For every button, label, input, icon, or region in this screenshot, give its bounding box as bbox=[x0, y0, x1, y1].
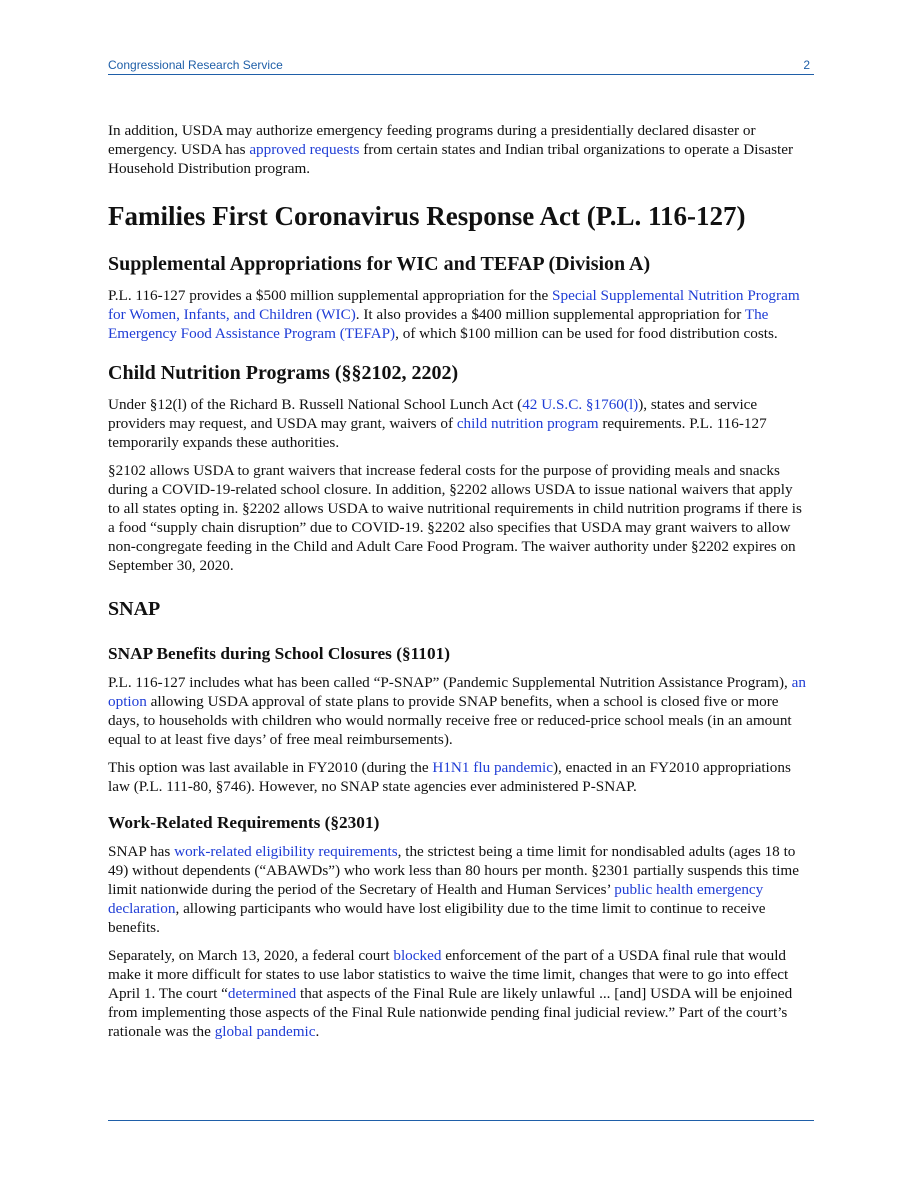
determined-link[interactable]: determined bbox=[227, 985, 297, 1002]
court-paragraph: Separately, on March 13, 2020, a federal court blocked enforcement of the part of a USDA final rule that would make it more difficult for states to use labor statistics to waive the time limit, changes that were to go into effect April 1. The court “determined that aspects of the Final Rule are likely unlawful ... [and] USDA will be enjoined from implementing those aspects of the Final Rule nationwide pending final judicial review.” Part of the court’s rationale was the global pandemic. bbox=[108, 947, 793, 1040]
snap-heading: SNAP bbox=[108, 598, 161, 620]
an-option-link[interactable]: an option bbox=[108, 674, 806, 710]
page-header bbox=[108, 58, 812, 74]
tefap-link[interactable]: The Emergency Food Assistance Program (TEFAP) bbox=[108, 306, 769, 342]
usc-link[interactable]: 42 U.S.C. §1760(l) bbox=[522, 396, 639, 413]
wic-tefap-heading: Supplemental Appropriations for WIC and TEFAP (Division A) bbox=[108, 253, 651, 275]
footer-rule bbox=[108, 1120, 814, 1121]
header-rule bbox=[108, 74, 814, 75]
child-nutrition-paragraph-1: Under §12(l) of the Richard B. Russell National School Lunch Act (42 U.S.C. §1760(l)), states and service providers may request, and USDA may grant, waivers of child nutrition program requirements. P.L. 116-127 temporarily expands these authorities. bbox=[108, 396, 767, 451]
h1n1-link[interactable]: H1N1 flu pandemic bbox=[432, 759, 553, 776]
work-eligibility-link[interactable]: work-related eligibility requirements bbox=[174, 843, 398, 860]
work-requirements-paragraph: SNAP has work-related eligibility requirements, the strictest being a time limit for nondisabled adults (ages 18 to 49) without dependents (“ABAWDs”) who work less than 80 hours per month. §2301 partially suspends this time limit nationwide during the period of the Secretary of Health and Human Services’ public health emergency declaration, allowing participants who would have lost eligibility due to the time limit to continue to receive benefits. bbox=[108, 843, 799, 936]
wic-link[interactable]: Special Supplemental Nutrition Program for Women, Infants, and Children (WIC) bbox=[108, 287, 800, 323]
snap-school-closures-heading: SNAP Benefits during School Closures (§1101) bbox=[108, 644, 450, 663]
approved-requests-link[interactable]: approved requests bbox=[249, 141, 360, 158]
child-nutrition-heading: Child Nutrition Programs (§§2102, 2202) bbox=[108, 362, 459, 384]
header-org: Congressional Research Service bbox=[108, 58, 283, 72]
section-title: Families First Coronavirus Response Act (P.L. 116-127) bbox=[108, 201, 746, 231]
fy2010-paragraph: This option was last available in FY2010 (during the H1N1 flu pandemic), enacted in an FY2010 appropriations law (P.L. 111-80, §746). However, no SNAP state agencies ever administered P-SNAP. bbox=[108, 759, 791, 795]
p-snap-paragraph: P.L. 116-127 includes what has been called “P-SNAP” (Pandemic Supplemental Nutrition Assistance Program), an option allowing USDA approval of state plans to provide SNAP benefits, when a school is closed five or more days, to households with children who would normally receive free or reduced-price school meals (in an amount equal to at least five days’ of free meal reimbursements). bbox=[108, 674, 806, 748]
intro-paragraph: In addition, USDA may authorize emergency feeding programs during a presidentially declared disaster or emergency. USDA has approved requests from certain states and Indian tribal organizations to operate a Disaster Household Distribution program. bbox=[108, 122, 794, 177]
child-nutrition-program-link[interactable]: child nutrition program bbox=[456, 415, 599, 432]
global-pandemic-link[interactable]: global pandemic bbox=[214, 1023, 316, 1040]
wic-tefap-paragraph: P.L. 116-127 provides a $500 million supplemental appropriation for the Special Supplemental Nutrition Program for Women, Infants, and Children (WIC). It also provides a $400 million supplemental appropriation for The Emergency Food Assistance Program (TEFAP), of which $100 million can be used for food distribution costs. bbox=[108, 287, 800, 342]
page-number: 2 bbox=[803, 58, 810, 72]
document-body bbox=[108, 121, 808, 1050]
child-nutrition-paragraph-2: §2102 allows USDA to grant waivers that increase federal costs for the purpose of providing meals and snacks during a COVID-19-related school closure. In addition, §2202 allows USDA to issue national waivers that apply to all states opting in. §2202 allows USDA to waive nutritional requirements in child nutrition programs if there is a food “supply chain disruption” due to COVID-19. §2202 also specifies that USDA may grant waivers to allow non-congregate feeding in the Child and Adult Care Food Program. The waiver authority under §2202 expires on September 30, 2020. bbox=[108, 462, 802, 574]
work-requirements-heading: Work-Related Requirements (§2301) bbox=[108, 813, 380, 832]
blocked-link[interactable]: blocked bbox=[393, 947, 442, 964]
public-health-emergency-link[interactable]: public health emergency declaration bbox=[108, 881, 764, 917]
